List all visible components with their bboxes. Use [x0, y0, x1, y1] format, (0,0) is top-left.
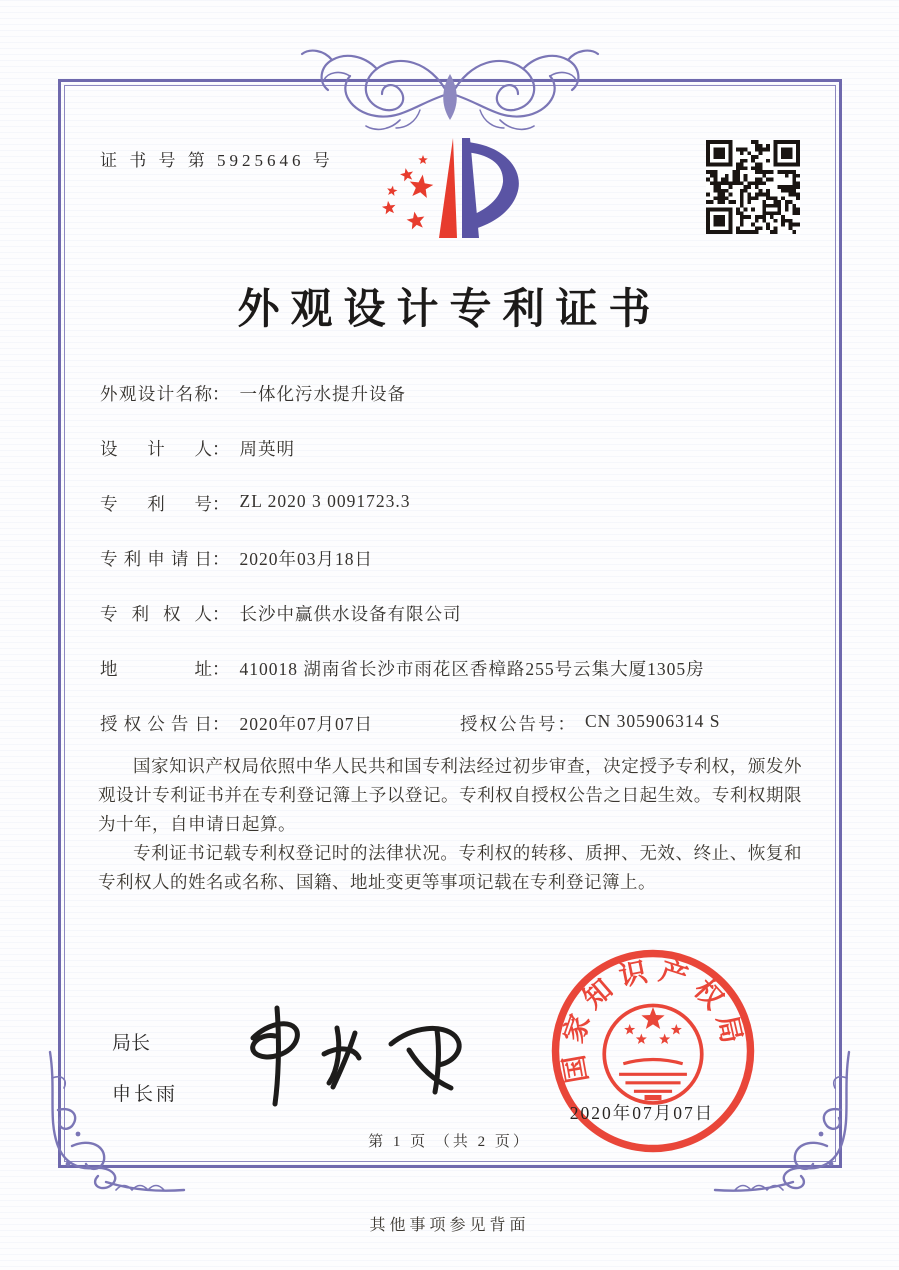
- field-colon: ：: [212, 714, 230, 734]
- legal-text: [98, 752, 802, 897]
- field-value: CN 305906314 S: [585, 711, 721, 731]
- field-address: [100, 656, 806, 711]
- page-title: 外观设计专利证书: [237, 287, 662, 333]
- field-colon: ：: [212, 604, 230, 624]
- field-label: 专利号: [100, 494, 212, 514]
- signer-block: [112, 1028, 178, 1106]
- field-value: 一体化污水提升设备: [239, 384, 406, 404]
- qr-code: [706, 140, 800, 234]
- field-label: 专利权人: [100, 604, 212, 624]
- field-value: 2020年07月07日: [239, 714, 373, 734]
- field-label: 专利申请日: [100, 549, 212, 569]
- field-value: 长沙中赢供水设备有限公司: [239, 604, 462, 624]
- field-label: 授权公告号: [460, 714, 558, 734]
- official-seal-icon: [547, 945, 759, 1157]
- field-value: 周英明: [239, 439, 295, 459]
- field-colon: ：: [212, 439, 230, 459]
- back-note: 其他事项参见背面: [369, 1217, 530, 1234]
- cnipa-logo-icon: [365, 130, 537, 246]
- national-emblem-icon: [604, 1005, 702, 1103]
- field-label: 外观设计名称: [100, 384, 212, 404]
- field-filing-date: [100, 546, 806, 601]
- legal-paragraph: 专利证书记载专利权登记时的法律状况。专利权的转移、质押、无效、终止、恢复和专利权人的姓名或名称、国籍、地址变更等事项记载在专利登记簿上。: [98, 843, 802, 892]
- field-value: 2020年03月18日: [239, 549, 373, 569]
- field-value: ZL 2020 3 0091723.3: [239, 491, 411, 511]
- seal-date: 2020年07月07日: [569, 1103, 715, 1123]
- field-patentee: [100, 601, 806, 656]
- field-colon: ：: [212, 494, 230, 514]
- field-colon: ：: [212, 384, 230, 404]
- field-list: [100, 381, 806, 766]
- field-colon: ：: [557, 714, 575, 734]
- legal-paragraph: 国家知识产权局依照中华人民共和国专利法经过初步审查，决定授予专利权，颁发外观设计专利证书并在专利登记簿上予以登记。专利权自授权公告之日起生效。专利权期限为十年，自申请日起算。: [98, 756, 802, 834]
- field-designer: [100, 436, 806, 491]
- field-colon: ：: [212, 549, 230, 569]
- field-grant-number: [460, 711, 721, 736]
- certificate-number: 证 书 号 第 5925646 号: [100, 151, 334, 170]
- field-label: 授权公告日: [100, 714, 212, 734]
- border-flourish-icon: [280, 40, 620, 144]
- signer-name: 申长雨: [112, 1084, 179, 1105]
- qr-code-canvas: [706, 140, 800, 234]
- field-label: 设计人: [100, 439, 212, 459]
- field-value: 410018 湖南省长沙市雨花区香樟路255号云集大厦1305房: [239, 659, 705, 679]
- signature-icon: [225, 998, 485, 1110]
- page-number: 第 1 页 （共 2 页）: [368, 1134, 531, 1150]
- signer-title: 局长: [112, 1033, 151, 1054]
- seal-text: 国家知识产权局: [556, 954, 750, 1086]
- field-patent-number: [100, 491, 806, 546]
- field-colon: ：: [212, 659, 230, 679]
- field-label: 地址: [100, 659, 212, 679]
- field-design-name: [100, 381, 806, 436]
